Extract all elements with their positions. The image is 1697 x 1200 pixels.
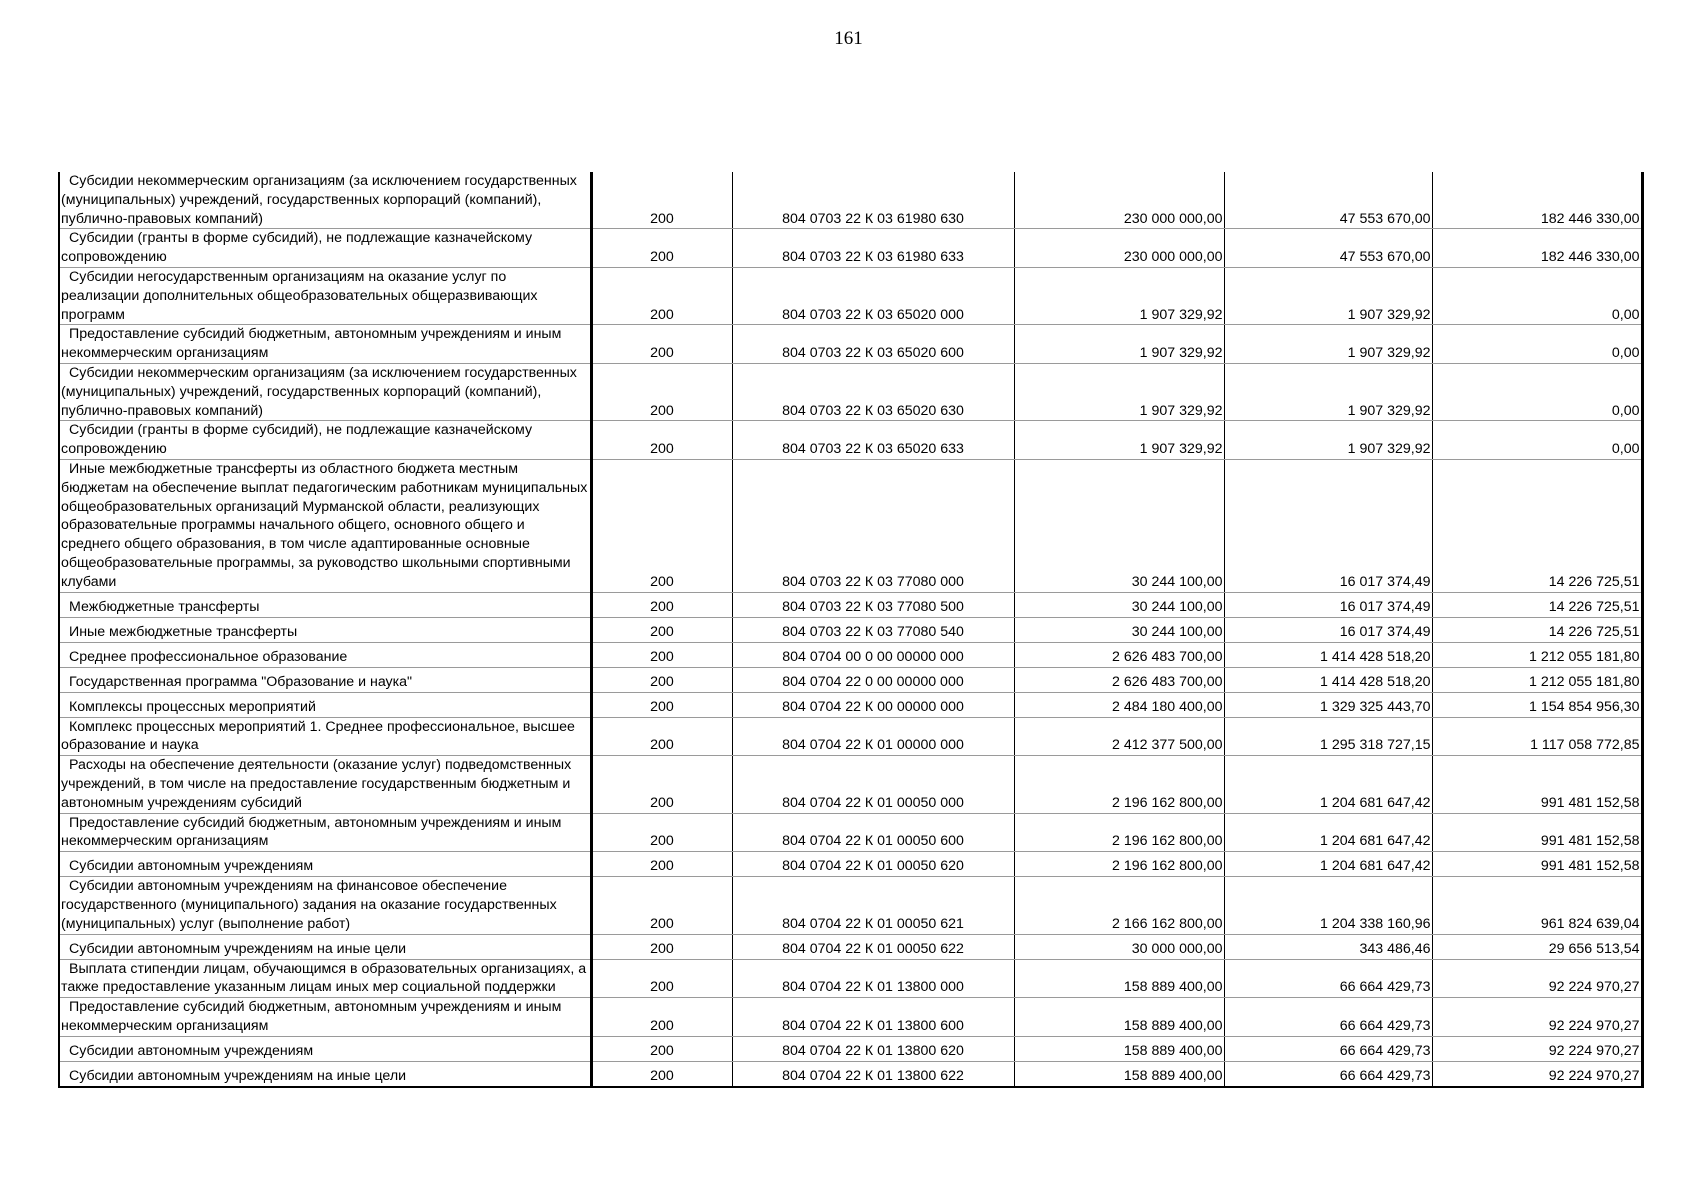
row-unexecuted-cell: 1 212 055 181,80 — [1432, 642, 1642, 667]
page-number: 161 — [834, 28, 863, 49]
row-approved-cell: 1 907 329,92 — [1014, 267, 1224, 324]
row-approved-cell: 30 244 100,00 — [1014, 617, 1224, 642]
row-name-cell: Субсидии (гранты в форме субсидий), не подлежащие казначейскому сопровождению — [59, 421, 591, 460]
row-approved-cell: 1 907 329,92 — [1014, 421, 1224, 460]
row-approved-cell: 2 196 162 800,00 — [1014, 756, 1224, 813]
table-row — [59, 642, 1642, 667]
row-executed-cell: 16 017 374,49 — [1224, 617, 1432, 642]
row-name-cell: Субсидии автономным учреждениям — [59, 852, 591, 877]
row-line-code-cell: 200 — [591, 756, 732, 813]
row-name-cell: Выплата стипендии лицам, обучающимся в образовательных организациях, а также предоставление указанным лицам иных мер социальной поддержки — [59, 959, 591, 998]
row-unexecuted-cell: 92 224 970,27 — [1432, 1061, 1642, 1087]
table-row — [59, 592, 1642, 617]
row-approved-cell: 158 889 400,00 — [1014, 959, 1224, 998]
table-row — [59, 267, 1642, 324]
row-approved-cell: 2 166 162 800,00 — [1014, 877, 1224, 934]
table-row — [59, 877, 1642, 934]
row-executed-cell: 1 907 329,92 — [1224, 421, 1432, 460]
row-unexecuted-cell: 961 824 639,04 — [1432, 877, 1642, 934]
table-row — [59, 998, 1642, 1037]
row-unexecuted-cell: 92 224 970,27 — [1432, 998, 1642, 1037]
row-unexecuted-cell: 182 446 330,00 — [1432, 229, 1642, 268]
row-approved-cell: 158 889 400,00 — [1014, 998, 1224, 1037]
row-line-code-cell: 200 — [591, 877, 732, 934]
table-row — [59, 756, 1642, 813]
table-row — [59, 421, 1642, 460]
row-line-code-cell: 200 — [591, 959, 732, 998]
row-approved-cell: 2 484 180 400,00 — [1014, 692, 1224, 717]
row-approved-cell: 2 196 162 800,00 — [1014, 813, 1224, 852]
row-unexecuted-cell: 1 154 854 956,30 — [1432, 692, 1642, 717]
row-unexecuted-cell: 991 481 152,58 — [1432, 852, 1642, 877]
row-unexecuted-cell: 92 224 970,27 — [1432, 1036, 1642, 1061]
table-row — [59, 852, 1642, 877]
row-budget-code-cell: 804 0703 22 К 03 77080 540 — [732, 617, 1014, 642]
row-line-code-cell: 200 — [591, 459, 732, 592]
table-row — [59, 1036, 1642, 1061]
table-row — [59, 813, 1642, 852]
row-executed-cell: 1 414 428 518,20 — [1224, 667, 1432, 692]
row-executed-cell: 1 204 681 647,42 — [1224, 756, 1432, 813]
row-unexecuted-cell: 0,00 — [1432, 325, 1642, 364]
row-executed-cell: 1 329 325 443,70 — [1224, 692, 1432, 717]
row-unexecuted-cell: 14 226 725,51 — [1432, 617, 1642, 642]
row-executed-cell: 1 204 681 647,42 — [1224, 813, 1432, 852]
table-row — [59, 692, 1642, 717]
row-approved-cell: 2 626 483 700,00 — [1014, 667, 1224, 692]
table-row — [59, 172, 1642, 229]
row-budget-code-cell: 804 0704 22 0 00 00000 000 — [732, 667, 1014, 692]
row-line-code-cell: 200 — [591, 998, 732, 1037]
row-executed-cell: 343 486,46 — [1224, 934, 1432, 959]
row-line-code-cell: 200 — [591, 852, 732, 877]
table-row — [59, 959, 1642, 998]
row-line-code-cell: 200 — [591, 642, 732, 667]
row-executed-cell: 1 907 329,92 — [1224, 363, 1432, 420]
row-line-code-cell: 200 — [591, 667, 732, 692]
row-budget-code-cell: 804 0703 22 К 03 65020 630 — [732, 363, 1014, 420]
row-executed-cell: 47 553 670,00 — [1224, 172, 1432, 229]
table-row — [59, 1061, 1642, 1087]
row-approved-cell: 1 907 329,92 — [1014, 325, 1224, 364]
row-line-code-cell: 200 — [591, 592, 732, 617]
row-budget-code-cell: 804 0704 22 К 01 13800 000 — [732, 959, 1014, 998]
row-unexecuted-cell: 0,00 — [1432, 421, 1642, 460]
row-line-code-cell: 200 — [591, 363, 732, 420]
row-name-cell: Субсидии автономным учреждениям на иные цели — [59, 1061, 591, 1087]
row-name-cell: Субсидии негосударственным организациям на оказание услуг по реализации дополнительных общеобразовательных общеразвивающих программ — [59, 267, 591, 324]
row-executed-cell: 1 295 318 727,15 — [1224, 717, 1432, 756]
row-unexecuted-cell: 991 481 152,58 — [1432, 756, 1642, 813]
row-executed-cell: 66 664 429,73 — [1224, 959, 1432, 998]
row-unexecuted-cell: 991 481 152,58 — [1432, 813, 1642, 852]
row-name-cell: Государственная программа "Образование и наука" — [59, 667, 591, 692]
row-approved-cell: 30 244 100,00 — [1014, 459, 1224, 592]
row-name-cell: Комплекс процессных мероприятий 1. Среднее профессиональное, высшее образование и наука — [59, 717, 591, 756]
row-line-code-cell: 200 — [591, 717, 732, 756]
row-approved-cell: 230 000 000,00 — [1014, 172, 1224, 229]
table-row — [59, 229, 1642, 268]
row-budget-code-cell: 804 0703 22 К 03 77080 000 — [732, 459, 1014, 592]
row-budget-code-cell: 804 0704 22 К 01 13800 622 — [732, 1061, 1014, 1087]
row-approved-cell: 2 412 377 500,00 — [1014, 717, 1224, 756]
row-approved-cell: 1 907 329,92 — [1014, 363, 1224, 420]
row-approved-cell: 158 889 400,00 — [1014, 1061, 1224, 1087]
row-budget-code-cell: 804 0704 22 К 01 00000 000 — [732, 717, 1014, 756]
row-executed-cell: 16 017 374,49 — [1224, 592, 1432, 617]
row-budget-code-cell: 804 0704 22 К 01 13800 600 — [732, 998, 1014, 1037]
row-line-code-cell: 200 — [591, 692, 732, 717]
row-budget-code-cell: 804 0704 22 К 00 00000 000 — [732, 692, 1014, 717]
row-unexecuted-cell: 29 656 513,54 — [1432, 934, 1642, 959]
row-executed-cell: 16 017 374,49 — [1224, 459, 1432, 592]
row-unexecuted-cell: 14 226 725,51 — [1432, 592, 1642, 617]
row-name-cell: Комплексы процессных мероприятий — [59, 692, 591, 717]
row-budget-code-cell: 804 0703 22 К 03 65020 600 — [732, 325, 1014, 364]
row-executed-cell: 1 907 329,92 — [1224, 267, 1432, 324]
row-name-cell: Межбюджетные трансферты — [59, 592, 591, 617]
table-row — [59, 459, 1642, 592]
row-budget-code-cell: 804 0703 22 К 03 61980 630 — [732, 172, 1014, 229]
row-budget-code-cell: 804 0703 22 К 03 65020 633 — [732, 421, 1014, 460]
row-executed-cell: 66 664 429,73 — [1224, 998, 1432, 1037]
row-executed-cell: 47 553 670,00 — [1224, 229, 1432, 268]
row-name-cell: Предоставление субсидий бюджетным, автономным учреждениям и иным некоммерческим организациям — [59, 813, 591, 852]
row-line-code-cell: 200 — [591, 1036, 732, 1061]
row-name-cell: Субсидии некоммерческим организациям (за исключением государственных (муниципальных) учреждений, государственных корпораций (компаний), публично-правовых компаний) — [59, 363, 591, 420]
row-approved-cell: 2 626 483 700,00 — [1014, 642, 1224, 667]
row-unexecuted-cell: 14 226 725,51 — [1432, 459, 1642, 592]
row-executed-cell: 1 204 338 160,96 — [1224, 877, 1432, 934]
row-line-code-cell: 200 — [591, 325, 732, 364]
row-unexecuted-cell: 0,00 — [1432, 363, 1642, 420]
row-budget-code-cell: 804 0703 22 К 03 61980 633 — [732, 229, 1014, 268]
row-unexecuted-cell: 0,00 — [1432, 267, 1642, 324]
row-name-cell: Расходы на обеспечение деятельности (оказание услуг) подведомственных учреждений, в том числе на предоставление государственным бюджетным и автономным учреждениям субсидий — [59, 756, 591, 813]
row-line-code-cell: 200 — [591, 229, 732, 268]
row-approved-cell: 30 244 100,00 — [1014, 592, 1224, 617]
row-line-code-cell: 200 — [591, 617, 732, 642]
row-line-code-cell: 200 — [591, 421, 732, 460]
row-name-cell: Предоставление субсидий бюджетным, автономным учреждениям и иным некоммерческим организациям — [59, 325, 591, 364]
row-name-cell: Субсидии автономным учреждениям на иные цели — [59, 934, 591, 959]
row-approved-cell: 230 000 000,00 — [1014, 229, 1224, 268]
row-executed-cell: 66 664 429,73 — [1224, 1036, 1432, 1061]
row-line-code-cell: 200 — [591, 172, 732, 229]
row-budget-code-cell: 804 0704 22 К 01 00050 600 — [732, 813, 1014, 852]
row-name-cell: Субсидии (гранты в форме субсидий), не подлежащие казначейскому сопровождению — [59, 229, 591, 268]
row-name-cell: Предоставление субсидий бюджетным, автономным учреждениям и иным некоммерческим организациям — [59, 998, 591, 1037]
table-row — [59, 617, 1642, 642]
row-budget-code-cell: 804 0704 22 К 01 00050 621 — [732, 877, 1014, 934]
row-budget-code-cell: 804 0704 22 К 01 13800 620 — [732, 1036, 1014, 1061]
table-row — [59, 667, 1642, 692]
row-approved-cell: 2 196 162 800,00 — [1014, 852, 1224, 877]
row-name-cell: Субсидии некоммерческим организациям (за исключением государственных (муниципальных) учреждений, государственных корпораций (компаний), публично-правовых компаний) — [59, 172, 591, 229]
row-unexecuted-cell: 1 212 055 181,80 — [1432, 667, 1642, 692]
row-line-code-cell: 200 — [591, 267, 732, 324]
table-row — [59, 717, 1642, 756]
budget-execution-table — [58, 172, 1644, 1088]
table-row — [59, 363, 1642, 420]
row-budget-code-cell: 804 0703 22 К 03 77080 500 — [732, 592, 1014, 617]
row-name-cell: Субсидии автономным учреждениям — [59, 1036, 591, 1061]
row-budget-code-cell: 804 0704 22 К 01 00050 622 — [732, 934, 1014, 959]
row-name-cell: Субсидии автономным учреждениям на финансовое обеспечение государственного (муниципального) задания на оказание государственных (муниципальных) услуг (выполнение работ) — [59, 877, 591, 934]
row-name-cell: Среднее профессиональное образование — [59, 642, 591, 667]
row-name-cell: Иные межбюджетные трансферты из областного бюджета местным бюджетам на обеспечение выплат педагогическим работникам муниципальных общеобразовательных организаций Мурманской области, реализующих образовательные программы начального общего, основного общего и среднего общего образования, в том числе адаптированные основные общеобразовательные программы, за руководство школьными спортивными клубами — [59, 459, 591, 592]
row-name-cell: Иные межбюджетные трансферты — [59, 617, 591, 642]
row-executed-cell: 1 414 428 518,20 — [1224, 642, 1432, 667]
table-row — [59, 325, 1642, 364]
row-line-code-cell: 200 — [591, 934, 732, 959]
row-line-code-cell: 200 — [591, 1061, 732, 1087]
row-approved-cell: 30 000 000,00 — [1014, 934, 1224, 959]
row-approved-cell: 158 889 400,00 — [1014, 1036, 1224, 1061]
row-budget-code-cell: 804 0704 00 0 00 00000 000 — [732, 642, 1014, 667]
row-unexecuted-cell: 182 446 330,00 — [1432, 172, 1642, 229]
table-body — [59, 172, 1642, 1087]
table-row — [59, 934, 1642, 959]
row-unexecuted-cell: 92 224 970,27 — [1432, 959, 1642, 998]
row-executed-cell: 1 907 329,92 — [1224, 325, 1432, 364]
row-executed-cell: 66 664 429,73 — [1224, 1061, 1432, 1087]
row-unexecuted-cell: 1 117 058 772,85 — [1432, 717, 1642, 756]
row-budget-code-cell: 804 0704 22 К 01 00050 620 — [732, 852, 1014, 877]
row-budget-code-cell: 804 0704 22 К 01 00050 000 — [732, 756, 1014, 813]
row-line-code-cell: 200 — [591, 813, 732, 852]
row-executed-cell: 1 204 681 647,42 — [1224, 852, 1432, 877]
row-budget-code-cell: 804 0703 22 К 03 65020 000 — [732, 267, 1014, 324]
